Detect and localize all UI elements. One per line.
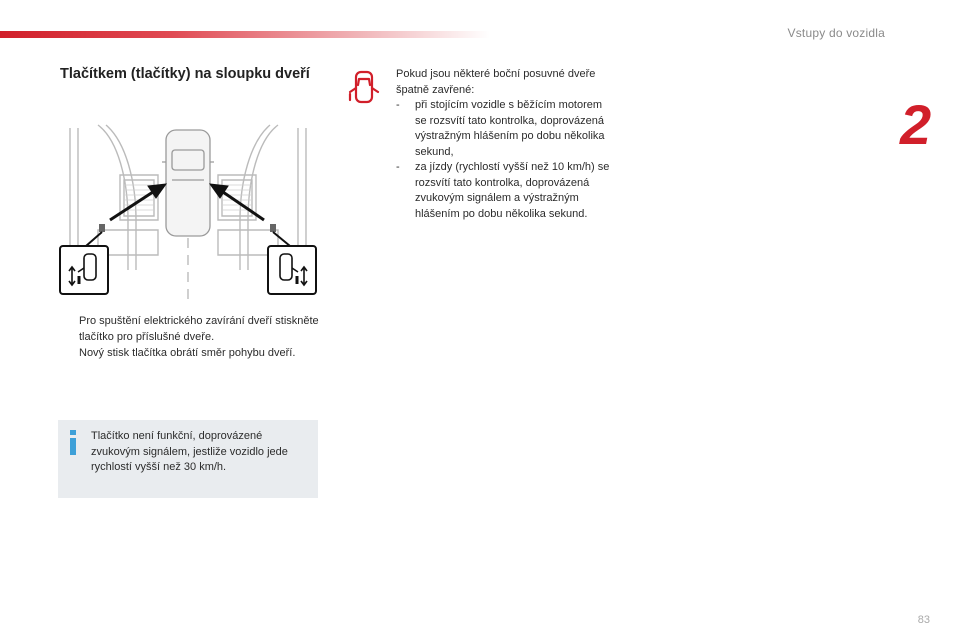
- instruction-list: [60, 314, 320, 363]
- right-leader-line: [273, 232, 290, 246]
- bullet-text: Pro spuštění elektrického zavírání dveří stiskněte tlačítko pro příslušné dveře.: [79, 315, 319, 343]
- left-door-button: [99, 224, 105, 232]
- header-accent-bar: [0, 31, 490, 38]
- warning-description: [396, 67, 611, 222]
- door-button-illustration: [58, 120, 318, 305]
- info-icon: [68, 430, 78, 460]
- left-leader-line: [86, 232, 102, 246]
- van-top-view: [162, 130, 214, 236]
- info-text: Tlačítko není funkční, doprovázené zvukovým signálem, jestliže vozidlo jede rychlostí vyšší než 30 km/h.: [91, 430, 288, 473]
- chapter-number: 2: [900, 93, 932, 156]
- dash-marker: -: [396, 99, 400, 111]
- right-button-zoom: [268, 246, 316, 294]
- dash-marker: -: [396, 161, 400, 173]
- right-door-button: [270, 224, 276, 232]
- info-box: [58, 420, 318, 498]
- list-item: [396, 160, 611, 222]
- bullet-text: Nový stisk tlačítka obrátí směr pohybu dveří.: [79, 347, 296, 359]
- left-button-zoom: [60, 246, 108, 294]
- list-item: [396, 98, 611, 160]
- list-item: [60, 346, 320, 362]
- car-door-warning-icon: [347, 66, 381, 106]
- list-item: [60, 314, 320, 345]
- item-text: při stojícím vozidle s běžícím motorem se rozsvítí tato kontrolka, doprovázená výstražným hlášením po dobu několika sekund,: [415, 99, 605, 158]
- page-heading: Tlačítkem (tlačítky) na sloupku dveří: [60, 66, 310, 82]
- page-number: 83: [917, 614, 930, 626]
- warning-intro: Pokud jsou některé boční posuvné dveře špatně zavřené:: [396, 68, 596, 96]
- item-text: za jízdy (rychlostí vyšší než 10 km/h) se rozsvítí tato kontrolka, doprovázená zvukovým signálem a výstražným hlášením po dobu několika sekund.: [415, 161, 610, 220]
- section-title: Vstupy do vozidla: [787, 26, 885, 40]
